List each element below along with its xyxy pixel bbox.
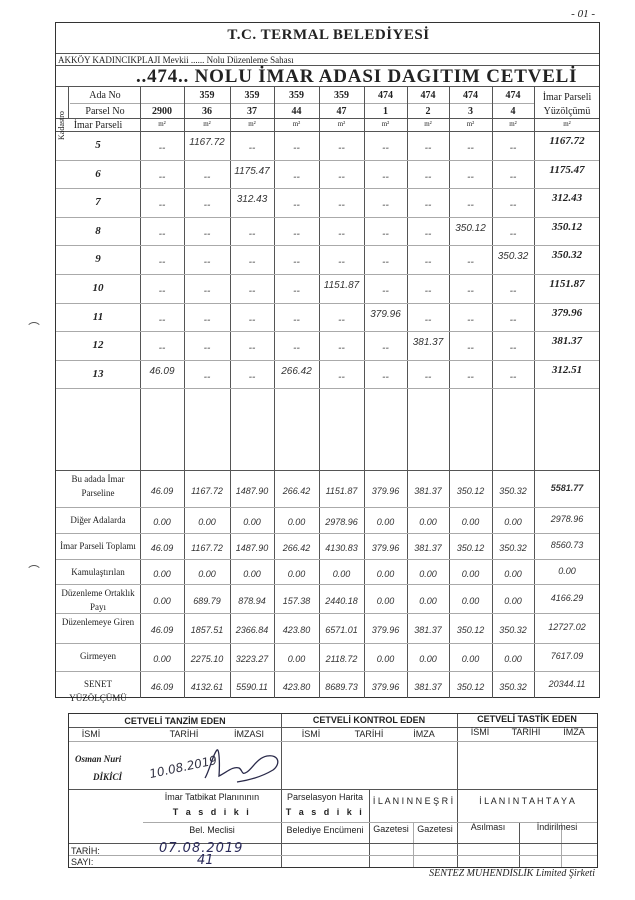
row-divider xyxy=(56,188,599,189)
ada-no-cell: 359 xyxy=(199,90,215,101)
punch-hole-bottom xyxy=(26,565,42,581)
area-cell: -- xyxy=(509,171,517,183)
summary-cell: 379.96 xyxy=(371,543,400,553)
unit-cell: m² xyxy=(424,120,432,128)
imzasi-label: İMZASI xyxy=(233,729,264,739)
ismi-label-1: İSMİ xyxy=(81,729,101,739)
summary-cell: 4130.83 xyxy=(325,543,358,553)
area-cell: -- xyxy=(203,228,211,240)
summary-label: SENET YÜZÖLÇÜMÜ xyxy=(69,679,127,703)
area-cell: -- xyxy=(248,143,256,154)
ada-no-cell: 474 xyxy=(378,90,393,101)
area-cell: -- xyxy=(509,343,517,355)
summary-cell: 0.00 xyxy=(504,517,522,527)
imar-parsel-no: 7 xyxy=(95,196,101,209)
imar-parseli-label: İmar Parseli xyxy=(73,120,123,131)
summary-cell: 46.09 xyxy=(150,543,174,553)
summary-cell: 4132.61 xyxy=(190,682,224,692)
area-cell: -- xyxy=(293,200,300,212)
area-cell: -- xyxy=(509,371,517,383)
area-cell: -- xyxy=(467,171,474,183)
summary-cell: 0.00 xyxy=(287,654,306,664)
ada-no-cell: 474 xyxy=(463,90,478,101)
summary-cell: 3223.27 xyxy=(235,654,269,664)
tastik-eden-heading: CETVELİ TASTİK EDEN xyxy=(477,714,577,724)
area-cell: -- xyxy=(424,143,432,154)
area-cell: -- xyxy=(382,171,389,183)
area-cell: -- xyxy=(203,171,211,183)
area-cell: -- xyxy=(509,200,517,212)
summary-cell: 1167.72 xyxy=(191,485,223,496)
kontrol-eden-heading: CETVELİ KONTROL EDEN xyxy=(312,715,426,725)
area-cell: -- xyxy=(382,228,389,240)
summary-cell: 0.00 xyxy=(504,654,522,664)
area-cell: -- xyxy=(424,228,432,240)
area-cell: -- xyxy=(158,343,166,355)
sayi-value: 41 xyxy=(197,853,214,868)
area-cell: -- xyxy=(338,314,345,326)
summary-cell: 379.96 xyxy=(371,625,400,635)
area-cell: -- xyxy=(467,371,474,383)
distribution-table-frame xyxy=(55,22,600,703)
area-cell: -- xyxy=(424,286,432,297)
summary-cell: 423.80 xyxy=(282,682,311,692)
area-cell: -- xyxy=(293,143,300,154)
row-divider xyxy=(56,217,599,218)
summary-cell: 0.00 xyxy=(153,595,171,606)
summary-divider xyxy=(56,533,599,534)
summary-cell: 0.00 xyxy=(243,517,261,527)
company-footer: SENTEZ MÜHENDİSLİK Limited Şirketi xyxy=(429,868,595,879)
summary-cell: 0.00 xyxy=(153,568,171,579)
imar-tatbikat-label: İmar Tatbikat Planınının xyxy=(164,792,260,802)
area-cell: -- xyxy=(467,314,474,326)
area-cell: -- xyxy=(467,143,474,154)
preparer-sign-date: 10.08.2019 xyxy=(148,753,219,782)
ismi-label-2: İSMİ xyxy=(301,729,321,739)
area-cell: -- xyxy=(293,314,300,326)
summary-top-line xyxy=(56,470,599,471)
municipality-title: T.C. TERMAL BELEDİYESİ xyxy=(227,27,430,43)
area-cell: -- xyxy=(158,257,166,269)
summary-cell: 350.32 xyxy=(499,625,527,635)
summary-cell: 350.12 xyxy=(456,682,485,692)
area-cell: -- xyxy=(424,200,432,212)
summary-cell: 381.37 xyxy=(414,625,442,635)
tarih-label: TARİH: xyxy=(71,846,100,856)
ada-no-label: Ada No xyxy=(89,90,121,101)
tasdiki-label-2: T a s d i k i xyxy=(285,807,365,817)
area-cell: -- xyxy=(338,171,345,183)
imar-parsel-no: 9 xyxy=(95,253,101,266)
row-total: 1151.87 xyxy=(549,278,585,290)
summary-divider xyxy=(56,643,599,644)
summary-cell: 423.80 xyxy=(282,625,311,635)
kadastro-label: Kadastro xyxy=(57,111,66,141)
summary-label: Düzenleme Ortaklık Payı xyxy=(61,588,135,612)
unit-cell: m² xyxy=(337,120,346,128)
summary-cell: 5590.11 xyxy=(236,682,268,692)
indirilmesi-label: İndirilmesi xyxy=(536,822,578,832)
ada-no-cell: 474 xyxy=(420,90,436,101)
summary-total: 7617.09 xyxy=(550,651,584,661)
area-cell: -- xyxy=(248,371,256,383)
unit-cell: m² xyxy=(466,120,475,128)
summary-cell: 350.12 xyxy=(456,543,485,553)
imar-parsel-no: 13 xyxy=(92,367,104,380)
summary-label: Diğer Adalarda xyxy=(70,515,126,525)
parsel-no-cell: 4 xyxy=(510,106,516,117)
summary-total: 8560.73 xyxy=(550,540,584,550)
tasdiki-label-1: T a s d i k i xyxy=(172,807,252,817)
unit-cell: m² xyxy=(292,120,301,128)
summary-cell: 350.12 xyxy=(456,485,485,496)
summary-divider xyxy=(56,507,599,508)
summary-cell: 0.00 xyxy=(198,517,216,527)
summary-cell: 2978.96 xyxy=(325,517,358,527)
summary-cell: 46.09 xyxy=(150,485,174,496)
area-cell: -- xyxy=(338,343,345,355)
area-cell: -- xyxy=(248,257,256,269)
imza-label-3: İMZA xyxy=(563,727,585,737)
summary-cell: 0.00 xyxy=(376,654,395,664)
summary-cell: 0.00 xyxy=(376,517,395,527)
area-cell: -- xyxy=(293,228,300,240)
area-cell: -- xyxy=(338,257,345,269)
row-divider xyxy=(56,388,599,389)
imar-parsel-no: 8 xyxy=(95,224,101,237)
area-cell: 312.43 xyxy=(236,194,268,206)
parsel-no-cell: 36 xyxy=(202,106,212,117)
row-total: 312.51 xyxy=(551,363,583,376)
summary-cell: 350.32 xyxy=(499,485,527,496)
page-number: - 01 - xyxy=(571,8,595,20)
summary-cell: 2440.18 xyxy=(325,595,358,606)
summary-cell: 0.00 xyxy=(461,517,480,527)
summary-cell: 379.96 xyxy=(371,682,400,692)
summary-total: 0.00 xyxy=(558,565,576,576)
area-cell: 266.42 xyxy=(281,365,312,377)
area-cell: 381.37 xyxy=(412,337,444,349)
ada-no-cell: 359 xyxy=(289,90,304,101)
area-cell: -- xyxy=(382,286,389,297)
area-cell: -- xyxy=(509,286,517,297)
area-cell: -- xyxy=(467,286,474,297)
ilanin-tahtaya-label: İ L A N I N T A H T A Y A xyxy=(479,796,575,806)
area-cell: -- xyxy=(158,171,166,183)
area-cell: -- xyxy=(203,257,211,269)
parselasyon-label: Parselasyon Harita xyxy=(286,792,364,802)
summary-cell: 0.00 xyxy=(461,595,480,606)
summary-cell: 1151.87 xyxy=(325,485,358,496)
area-cell: -- xyxy=(203,286,211,297)
summary-cell: 1487.90 xyxy=(235,485,269,496)
area-cell: 350.32 xyxy=(497,251,529,263)
imar-parsel-no: 5 xyxy=(95,139,101,151)
area-cell: -- xyxy=(382,257,389,269)
summary-cell: 350.32 xyxy=(499,682,527,692)
row-divider xyxy=(56,360,599,361)
area-cell: -- xyxy=(382,343,389,355)
gazetesi-label-1: Gazetesi xyxy=(373,824,409,834)
area-cell: 1167.72 xyxy=(189,137,225,148)
summary-cell: 266.42 xyxy=(282,543,311,553)
unit-cell: m² xyxy=(509,120,517,128)
ada-no-cell: 474 xyxy=(505,90,521,101)
summary-total: 5581.77 xyxy=(550,482,584,493)
summary-cell: 0.00 xyxy=(461,654,480,664)
summary-cell: 0.00 xyxy=(419,654,437,664)
area-cell: -- xyxy=(467,200,474,212)
summary-cell: 0.00 xyxy=(198,568,216,579)
row-total: 350.12 xyxy=(551,220,583,233)
area-cell: -- xyxy=(509,143,517,154)
summary-cell: 878.94 xyxy=(238,595,266,606)
summary-cell: 0.00 xyxy=(332,568,351,579)
approval-block xyxy=(68,713,598,868)
tarihi-label-3: TARİHİ xyxy=(511,727,541,737)
parsel-no-cell: 2900 xyxy=(152,106,172,117)
parsel-no-cell: 37 xyxy=(247,106,257,117)
location-subtitle: AKKÖY KADINCIKPLAJI Mevkii ...... Nolu Düzenleme Sahası xyxy=(58,55,294,65)
area-cell: -- xyxy=(424,257,432,269)
area-cell: -- xyxy=(158,228,166,240)
tarih-value: 07.08.2019 xyxy=(159,841,244,856)
preparer-first-name: Osman Nuri xyxy=(75,754,122,764)
area-cell: -- xyxy=(424,314,432,326)
area-cell: -- xyxy=(203,343,211,355)
area-cell: 1175.47 xyxy=(234,165,270,177)
parsel-no-cell: 47 xyxy=(336,106,347,117)
summary-cell: 1487.90 xyxy=(235,543,269,553)
summary-label: İmar Parseli Toplamı xyxy=(60,541,136,551)
unit-cell: m² xyxy=(248,120,256,128)
summary-divider xyxy=(56,671,599,672)
summary-cell: 381.37 xyxy=(414,543,442,553)
summary-cell: 0.00 xyxy=(419,595,437,606)
summary-cell: 1857.51 xyxy=(190,625,224,635)
summary-cell: 0.00 xyxy=(504,568,522,579)
summary-cell: 0.00 xyxy=(287,517,306,527)
row-divider xyxy=(56,160,599,161)
row-total: 1175.47 xyxy=(549,163,585,176)
imar-parsel-no: 10 xyxy=(92,282,104,294)
summary-total: 12727.02 xyxy=(548,622,586,632)
summary-divider xyxy=(56,613,599,614)
summary-cell: 2366.84 xyxy=(235,625,269,635)
area-cell: -- xyxy=(203,314,211,326)
area-cell: -- xyxy=(382,200,389,212)
summary-cell: 381.37 xyxy=(414,485,442,496)
summary-cell: 381.37 xyxy=(414,682,442,692)
summary-total: 20344.11 xyxy=(548,679,586,689)
summary-cell: 0.00 xyxy=(376,595,395,606)
gazetesi-label-2: Gazetesi xyxy=(417,824,453,834)
summary-cell: 0.00 xyxy=(243,568,261,579)
punch-hole-top xyxy=(26,322,42,338)
summary-cell: 0.00 xyxy=(287,568,306,579)
summary-total: 2978.96 xyxy=(550,514,584,524)
row-divider xyxy=(56,245,599,246)
ada-no-cell: 359 xyxy=(244,90,260,101)
summary-cell: 0.00 xyxy=(504,595,522,606)
summary-cell: 8689.73 xyxy=(325,682,358,692)
area-cell: -- xyxy=(382,371,389,383)
summary-divider xyxy=(56,559,599,560)
area-cell: -- xyxy=(467,343,474,355)
summary-cell: 0.00 xyxy=(153,654,171,664)
area-cell: 46.09 xyxy=(149,365,175,377)
sayi-label: SAYI: xyxy=(71,857,94,867)
summary-cell: 350.32 xyxy=(499,543,527,553)
area-cell: -- xyxy=(248,343,256,355)
column-divider xyxy=(534,86,535,698)
area-cell: -- xyxy=(203,200,211,212)
summary-label: Düzenlemeye Giren xyxy=(61,617,135,627)
summary-cell: 157.38 xyxy=(282,595,311,606)
area-cell: -- xyxy=(158,286,166,297)
row-divider xyxy=(56,303,599,304)
area-cell: -- xyxy=(338,228,345,240)
tanzim-eden-heading: CETVELİ TANZİM EDEN xyxy=(124,716,226,726)
summary-cell: 6571.01 xyxy=(325,625,358,635)
imza-label-2: İMZA xyxy=(413,729,435,739)
summary-cell: 0.00 xyxy=(153,517,171,527)
area-cell: -- xyxy=(248,228,256,240)
row-total: 1167.72 xyxy=(549,135,585,147)
unit-cell: m² xyxy=(203,120,211,128)
asilmasi-label: Asılması xyxy=(470,822,506,832)
summary-cell: 266.42 xyxy=(282,485,311,496)
area-cell: -- xyxy=(424,371,432,383)
area-cell: -- xyxy=(424,171,432,183)
imar-parsel-no: 12 xyxy=(92,339,104,352)
parsel-no-cell: 1 xyxy=(383,106,388,117)
area-cell: 379.96 xyxy=(370,308,401,320)
imar-parsel-no: 11 xyxy=(92,310,104,323)
column-divider xyxy=(230,86,231,698)
ilanin-nesri-label: İ L A N I N N E Ş R İ xyxy=(372,796,454,806)
tarihi-label-1: TARİHİ xyxy=(169,729,199,739)
bel-meclisi-label: Bel. Meclisi xyxy=(189,825,235,835)
parsel-no-cell: 3 xyxy=(468,106,473,117)
area-cell: -- xyxy=(248,286,256,297)
summary-label: Kamulaştırılan xyxy=(71,567,125,577)
unit-cell: m² xyxy=(381,120,390,128)
area-cell: -- xyxy=(158,200,166,212)
area-cell: -- xyxy=(467,257,474,269)
preparer-signature xyxy=(197,744,287,789)
summary-cell: 0.00 xyxy=(461,568,480,579)
summary-cell: 379.96 xyxy=(371,485,400,496)
ada-no-cell: 359 xyxy=(334,90,349,101)
area-cell: -- xyxy=(293,171,300,183)
area-cell: -- xyxy=(158,314,166,326)
summary-cell: 2118.72 xyxy=(325,654,358,664)
area-cell: -- xyxy=(509,314,517,326)
encumeni-label: Belediye Encümeni xyxy=(286,825,364,835)
summary-cell: 46.09 xyxy=(150,682,174,692)
imar-parsel-no: 6 xyxy=(95,167,101,180)
area-cell: -- xyxy=(293,343,300,355)
area-cell: -- xyxy=(248,314,256,326)
summary-label: Bu adada İmar Parseline xyxy=(71,474,125,498)
tarihi-label-2: TARİHİ xyxy=(354,729,384,739)
summary-cell: 2275.10 xyxy=(190,654,224,664)
area-cell: 350.12 xyxy=(455,222,486,234)
yuzolcum-label: İmar Parseli Yüzölçümü xyxy=(542,92,592,117)
area-cell: -- xyxy=(338,371,345,383)
summary-cell: 0.00 xyxy=(419,568,437,579)
row-total: 350.32 xyxy=(551,249,583,262)
area-cell: -- xyxy=(293,286,300,297)
summary-label: Girmeyen xyxy=(80,651,116,661)
area-cell: -- xyxy=(293,257,300,269)
summary-cell: 350.12 xyxy=(456,625,485,635)
row-total: 379.96 xyxy=(551,306,583,319)
summary-total: 4166.29 xyxy=(550,592,584,603)
summary-divider xyxy=(56,584,599,585)
parsel-no-cell: 2 xyxy=(425,106,431,117)
main-title: ..474.. NOLU İMAR ADASI DAGITIM CETVELİ xyxy=(136,66,578,87)
area-cell: -- xyxy=(338,200,345,212)
summary-cell: 0.00 xyxy=(376,568,395,579)
ismi-label-3: İSMİ xyxy=(470,727,490,737)
area-cell: -- xyxy=(509,228,517,240)
summary-cell: 1167.72 xyxy=(191,543,223,553)
area-cell: -- xyxy=(203,371,211,383)
row-divider xyxy=(56,331,599,332)
summary-cell: 0.00 xyxy=(419,517,437,527)
area-cell: -- xyxy=(158,143,166,154)
preparer-last-name: DİKİCİ xyxy=(93,772,123,782)
row-divider xyxy=(56,274,599,275)
unit-cell: m² xyxy=(158,120,166,128)
row-total: 312.43 xyxy=(551,192,583,205)
area-cell: -- xyxy=(382,143,389,154)
summary-cell: 689.79 xyxy=(193,595,221,606)
summary-cell: 46.09 xyxy=(150,625,174,635)
area-cell: 1151.87 xyxy=(323,280,360,291)
row-total: 381.37 xyxy=(551,335,583,348)
parsel-no-label: Parsel No xyxy=(85,106,125,117)
area-cell: -- xyxy=(338,143,345,154)
parsel-no-cell: 44 xyxy=(291,106,302,117)
unit-label: m² xyxy=(563,120,571,128)
